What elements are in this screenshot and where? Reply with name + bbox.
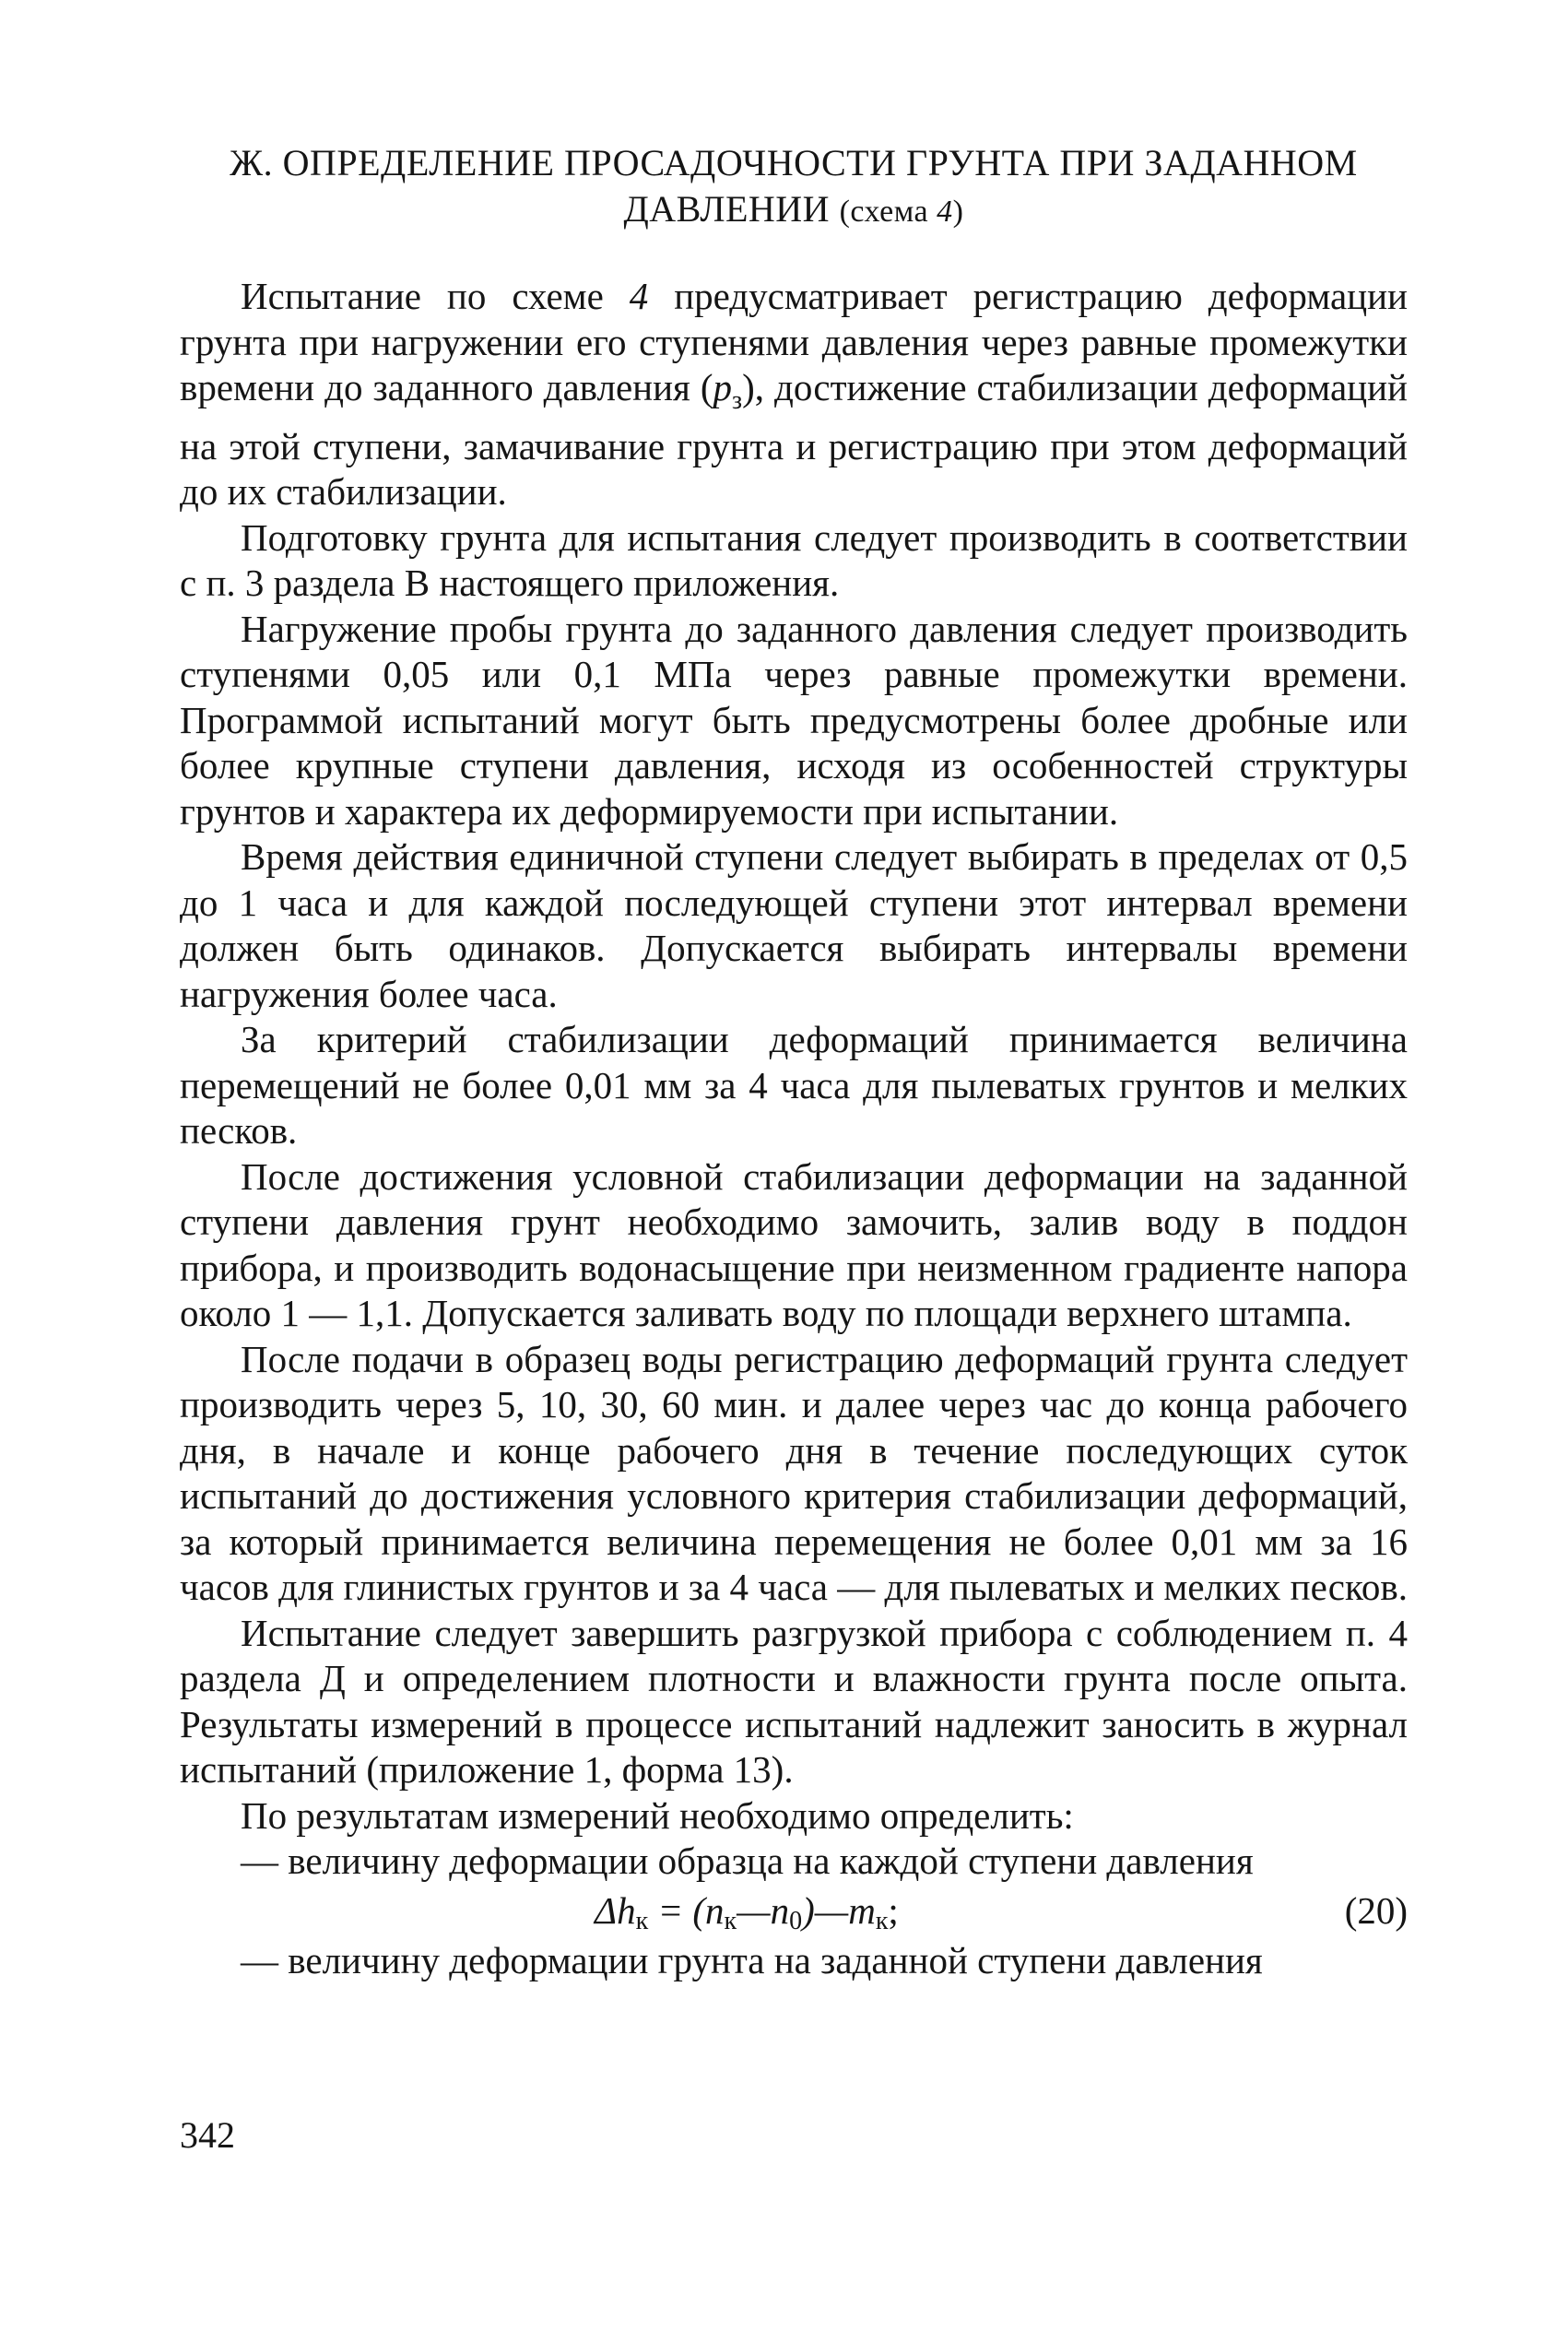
heading-scheme-number: 4 xyxy=(937,195,953,229)
paragraph-1 xyxy=(180,274,1408,515)
paragraph-6: После достижения условной стабилизации деформации на заданной ступени давления грунт необходимо замочить, залив воду в поддон прибора, и производить водонасыщение при неизменном градиенте напора около 1 — 1,1. Допускается заливать воду по площади верхнего штампа. xyxy=(180,1154,1408,1335)
paragraph-7: После подачи в образец воды регистрацию деформаций грунта следует производить через 5, 10, 30, 60 мин. и далее через час до конца рабочего дня, в начале и конце рабочего дня в течение последующих суток испытаний до достижения условного критерия стабилизации деформаций, за который принимается величина перемещения не более 0,01 мм за 16 часов для глинистых грунтов и за 4 часа — для пылеватых и мелких песков. xyxy=(180,1337,1408,1609)
paragraph-5: За критерий стабилизации деформаций принимается величина перемещений не более 0,01 мм за 4 часа для пылеватых грунтов и мелких песков. xyxy=(180,1018,1408,1153)
p1-text-a: Испытание по схеме xyxy=(241,275,630,317)
formula-delta-h: Δh xyxy=(595,1888,636,1932)
formula-sub-k1: к xyxy=(635,1906,649,1935)
formula-close-minus-m: )—m xyxy=(802,1888,876,1932)
formula-number: (20) xyxy=(1344,1888,1408,1932)
paragraph-9: По результатам измерений необходимо определить: xyxy=(241,1793,1074,1837)
paragraph-11: — величину деформации грунта на заданной ступени давления xyxy=(241,1938,1263,1981)
paragraph-10: — величину деформации образца на каждой ступени давления xyxy=(241,1839,1254,1883)
formula-20 xyxy=(180,1887,1408,1934)
paragraph-4: Время действия единичной ступени следует выбирать в пределах от 0,5 до 1 часа и для каждой последующей ступени этот интервал времени должен быть одинаков. Допускается выбирать интервалы времени нагружения более часа. xyxy=(180,835,1408,1015)
heading-paren-close: ) xyxy=(952,195,964,229)
formula-sub-k2: к xyxy=(724,1906,737,1935)
heading-line-2 xyxy=(180,186,1408,235)
formula-expression xyxy=(595,1887,899,1946)
paragraph-2: Подготовку грунта для испытания следует производить в соответствии с п. 3 раздела В настоящего приложения. xyxy=(180,515,1408,605)
section-heading xyxy=(180,140,1408,235)
page-number: 342 xyxy=(180,2114,235,2156)
p1-scheme-number: 4 xyxy=(629,275,649,317)
paragraph-8: Испытание следует завершить разгрузкой прибора с соблюдением п. 4 раздела Д и определением плотности и влажности грунта после опыта. Результаты измерений в процессе испытаний надлежит заносить в журнал испытаний (приложение 1, форма 13). xyxy=(180,1611,1408,1792)
formula-minus-n: —n xyxy=(737,1888,790,1932)
heading-line-2-main: ДАВЛЕНИИ xyxy=(623,188,840,230)
formula-sub-0: 0 xyxy=(789,1906,803,1935)
p1-text-f: ), достижение стабилизации деформаций на этой ступени, замачивание грунта и регистрацию при этом деформаций до их стабилизации. xyxy=(180,366,1408,514)
p1-pressure-subscript: з xyxy=(732,386,743,416)
p1-text-c: предусматривает регистрацию деформации грунта при нагружении его ступенями давления через равные промежутки времени до заданного давления ( xyxy=(180,275,1408,408)
page-content xyxy=(180,140,1408,1983)
heading-scheme-label xyxy=(840,195,964,229)
heading-paren-open: (схема xyxy=(839,195,937,229)
formula-sub-k3: к xyxy=(875,1906,889,1935)
heading-line-1: Ж. ОПРЕДЕЛЕНИЕ ПРОСАДОЧНОСТИ ГРУНТА ПРИ ЗАДАННОМ xyxy=(230,142,1358,183)
p1-pressure-symbol: р xyxy=(713,366,733,408)
paragraph-3: Нагружение пробы грунта до заданного давления следует производить ступенями 0,05 или 0,1 МПа через равные промежутки времени. Программой испытаний могут быть предусмотрены более дробные или более крупные ступени давления, исходя из особенностей структуры грунтов и характера их деформируемости при испытании. xyxy=(180,607,1408,833)
formula-semicolon: ; xyxy=(888,1888,899,1932)
formula-eq-open: = (n xyxy=(648,1888,725,1932)
